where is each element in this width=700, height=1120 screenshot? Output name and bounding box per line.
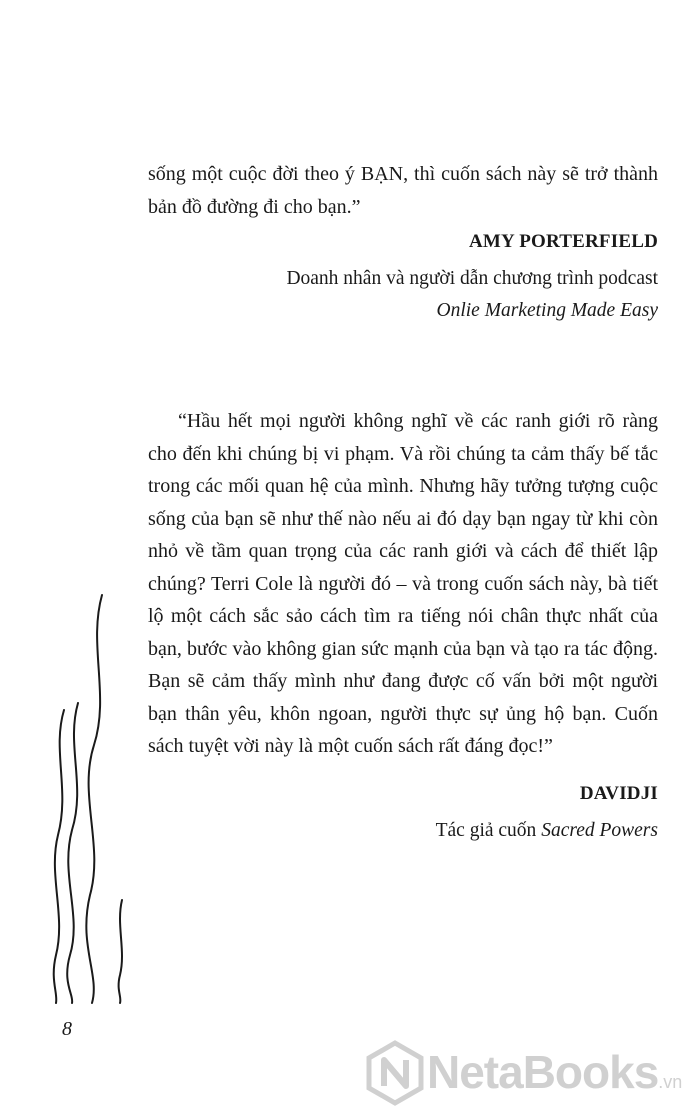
author-role-line: Doanh nhân và người dẫn chương trình podcast: [286, 268, 658, 289]
decorative-waves-icon: [40, 585, 130, 1005]
author-role-prefix: Tác giả cuốn: [435, 820, 537, 841]
quote-continuation: sống một cuộc đời theo ý BẠN, thì cuốn sách này sẽ trở thành bản đồ đường đi cho bạn.”: [148, 163, 658, 218]
quote-author-davidji: DAVIDJI: [579, 783, 658, 804]
author-role-amy: [286, 263, 658, 327]
quote-author-amy: AMY PORTERFIELD: [469, 231, 658, 252]
author-role-davidji: [436, 815, 658, 847]
watermark-n-icon: [365, 1040, 425, 1106]
watermark-brand: NetaBooks.vn: [427, 1046, 683, 1098]
watermark-logo: [365, 1040, 695, 1112]
book-title: Sacred Powers: [541, 820, 658, 841]
watermark-suffix: .vn: [658, 1072, 683, 1092]
quote-text-davidji: “Hầu hết mọi người không nghĩ về các ranh giới rõ ràng cho đến khi chúng bị vi phạm. Và rồi chúng ta cảm thấy bế tắc trong các mối quan hệ của mình. Nhưng hãy tưởng tượng cuộc sống của bạn sẽ như thế nào nếu ai đó dạy bạn ngay từ khi còn nhỏ về tầm quan trọng của các ranh giới và cách để thiết lập chúng? Terri Cole là người đó – và trong cuốn sách này, bà tiết lộ một cách sắc sảo cách tìm ra tiếng nói chân thực nhất của bạn, bước vào không gian sức mạnh của bạn và tạo ra tác động. Bạn sẽ cảm thấy mình như đang được cố vấn bởi một người bạn thân yêu, khôn ngoan, người thực sự ủng hộ bạn. Cuốn sách tuyệt vời này là một cuốn sách rất đáng đọc!”: [148, 410, 658, 757]
podcast-title: Onlie Marketing Made Easy: [436, 300, 658, 321]
page-number: 8: [62, 1018, 72, 1040]
